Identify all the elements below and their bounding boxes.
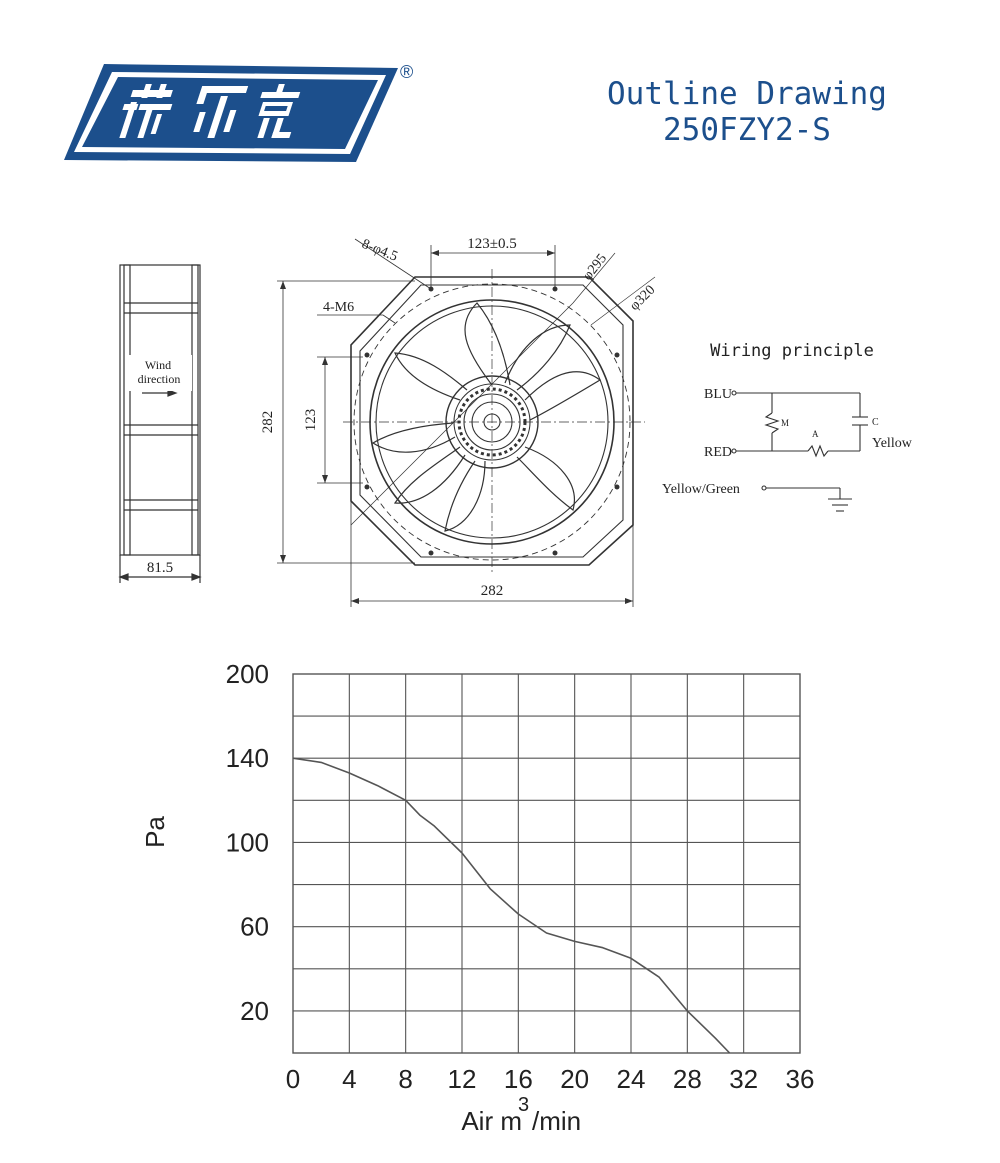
fan-blades bbox=[373, 303, 600, 531]
x-tick-label: 8 bbox=[398, 1064, 413, 1094]
pressure-flow-curve bbox=[293, 758, 730, 1053]
chart-series bbox=[293, 758, 730, 1053]
thread-dimension: 4-M6 bbox=[323, 300, 355, 315]
x-tick-label: 16 bbox=[503, 1064, 533, 1094]
holes-dimension: 8-φ4.5 bbox=[359, 236, 400, 265]
chart-grid bbox=[293, 674, 800, 1053]
x-axis-label-sup: 3 bbox=[518, 1094, 530, 1116]
x-axis-label-prefix: Air m bbox=[461, 1106, 522, 1136]
x-tick-label: 12 bbox=[447, 1064, 477, 1094]
brand-logo bbox=[60, 62, 400, 166]
x-axis-ticks bbox=[286, 1064, 815, 1094]
y-axis-label: Pa bbox=[140, 816, 170, 848]
y-tick-label: 140 bbox=[225, 743, 269, 774]
height-dimension: 282 bbox=[260, 410, 276, 434]
wiring-title: Wiring principle bbox=[710, 341, 874, 361]
y-axis-ticks bbox=[226, 659, 269, 1026]
depth-dimension: 81.5 bbox=[146, 560, 174, 576]
performance-chart bbox=[130, 655, 840, 1150]
plot-frame bbox=[293, 674, 800, 1053]
x-tick-label: 28 bbox=[672, 1064, 702, 1094]
ground-terminal: Yellow/Green bbox=[662, 482, 740, 497]
model-number: 250FZY2-S bbox=[663, 112, 831, 148]
diameter-320: φ320 bbox=[627, 282, 659, 314]
front-view-drawing bbox=[255, 225, 685, 615]
red-terminal: RED bbox=[704, 445, 732, 460]
x-tick-label: 4 bbox=[342, 1064, 357, 1094]
registered-mark: ® bbox=[400, 62, 414, 82]
side-view-drawing bbox=[100, 255, 220, 590]
wind-label-line1: Wind bbox=[144, 358, 172, 372]
capacitor-yellow-label: Yellow bbox=[872, 436, 912, 451]
side-pitch-dimension: 123 bbox=[303, 408, 319, 432]
x-tick-label: 24 bbox=[616, 1064, 646, 1094]
y-tick-label: 200 bbox=[225, 659, 269, 689]
wind-label-line2: direction bbox=[137, 372, 181, 386]
y-tick-label: 100 bbox=[225, 827, 269, 858]
x-axis-label-suffix: /min bbox=[532, 1106, 582, 1136]
resistor-label: A bbox=[812, 429, 819, 439]
y-tick-label: 60 bbox=[240, 911, 269, 942]
width-dimension: 282 bbox=[480, 583, 504, 599]
motor-label: M bbox=[781, 418, 790, 428]
x-tick-label: 20 bbox=[560, 1064, 590, 1094]
wiring-diagram bbox=[660, 335, 912, 525]
top-pitch-dimension: 123±0.5 bbox=[467, 236, 517, 252]
diameter-295: φ295 bbox=[580, 251, 611, 284]
x-tick-label: 32 bbox=[729, 1064, 759, 1094]
y-tick-label: 20 bbox=[240, 995, 269, 1026]
title-line-1: Outline Drawing bbox=[607, 76, 887, 112]
x-tick-label: 0 bbox=[285, 1064, 301, 1094]
capacitor-label: C bbox=[872, 417, 879, 428]
blu-terminal: BLU bbox=[704, 387, 732, 402]
x-tick-label: 36 bbox=[785, 1064, 815, 1094]
